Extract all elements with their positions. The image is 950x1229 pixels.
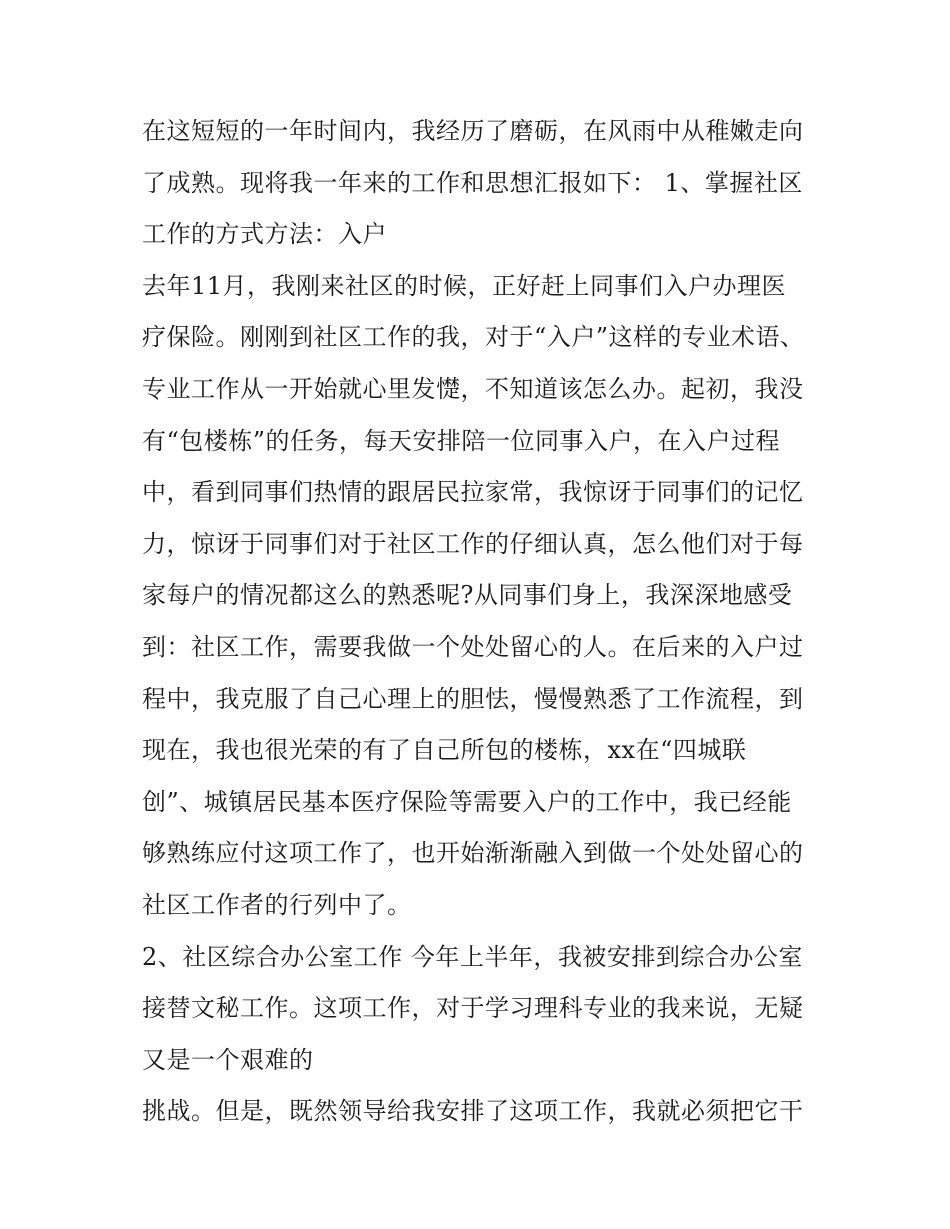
text-line: 接替文秘工作。这项工作，对于学习理科专业的我来说，无疑 <box>142 994 804 1023</box>
text-line: 够熟练应付这项工作了，也开始渐渐融入到做一个处处留心的 <box>142 839 804 868</box>
text-line: 又是一个艰难的 <box>142 1045 314 1074</box>
text-line: 力，惊讶于同事们对于社区工作的仔细认真，怎么他们对于每 <box>142 529 804 558</box>
text-line: 工作的方式方法：入户 <box>142 220 387 249</box>
text-line: 到：社区工作，需要我做一个处处留心的人。在后来的入户过 <box>142 632 804 661</box>
text-line: 程中，我克服了自己心理上的胆怯，慢慢熟悉了工作流程，到 <box>142 684 804 713</box>
text-line: 社区工作者的行列中了。 <box>142 890 412 919</box>
text-line: 有“包楼栋”的任务，每天安排陪一位同事入户，在入户过程 <box>142 426 781 455</box>
text-line: 挑战。但是，既然领导给我安排了这项工作，我就必须把它干 <box>142 1097 804 1126</box>
text-line: 现在，我也很光荣的有了自己所包的楼栋，xx在“四城联 <box>142 736 747 765</box>
text-line: 去年11月，我刚来社区的时候，正好赶上同事们入户办理医 <box>142 271 787 300</box>
text-line: 家每户的情况都这么的熟悉呢?从同事们身上，我深深地感受 <box>142 581 793 610</box>
body-text <box>142 106 822 1138</box>
text-line: 了成熟。现将我一年来的工作和思想汇报如下： 1、掌握社区 <box>142 168 803 197</box>
text-line: 2、社区综合办公室工作 今年上半年，我被安排到综合办公室 <box>142 942 803 971</box>
text-line: 疗保险。刚刚到社区工作的我，对于“入户”这样的专业术语、 <box>142 323 805 352</box>
text-line: 专业工作从一开始就心里发憷，不知道该怎么办。起初，我没 <box>142 374 804 403</box>
text-line: 创”、城镇居民基本医疗保险等需要入户的工作中，我已经能 <box>142 787 792 816</box>
text-line: 在这短短的一年时间内，我经历了磨砺，在风雨中从稚嫩走向 <box>142 117 804 145</box>
text-line: 中，看到同事们热情的跟居民拉家常，我惊讶于同事们的记忆 <box>142 478 804 507</box>
